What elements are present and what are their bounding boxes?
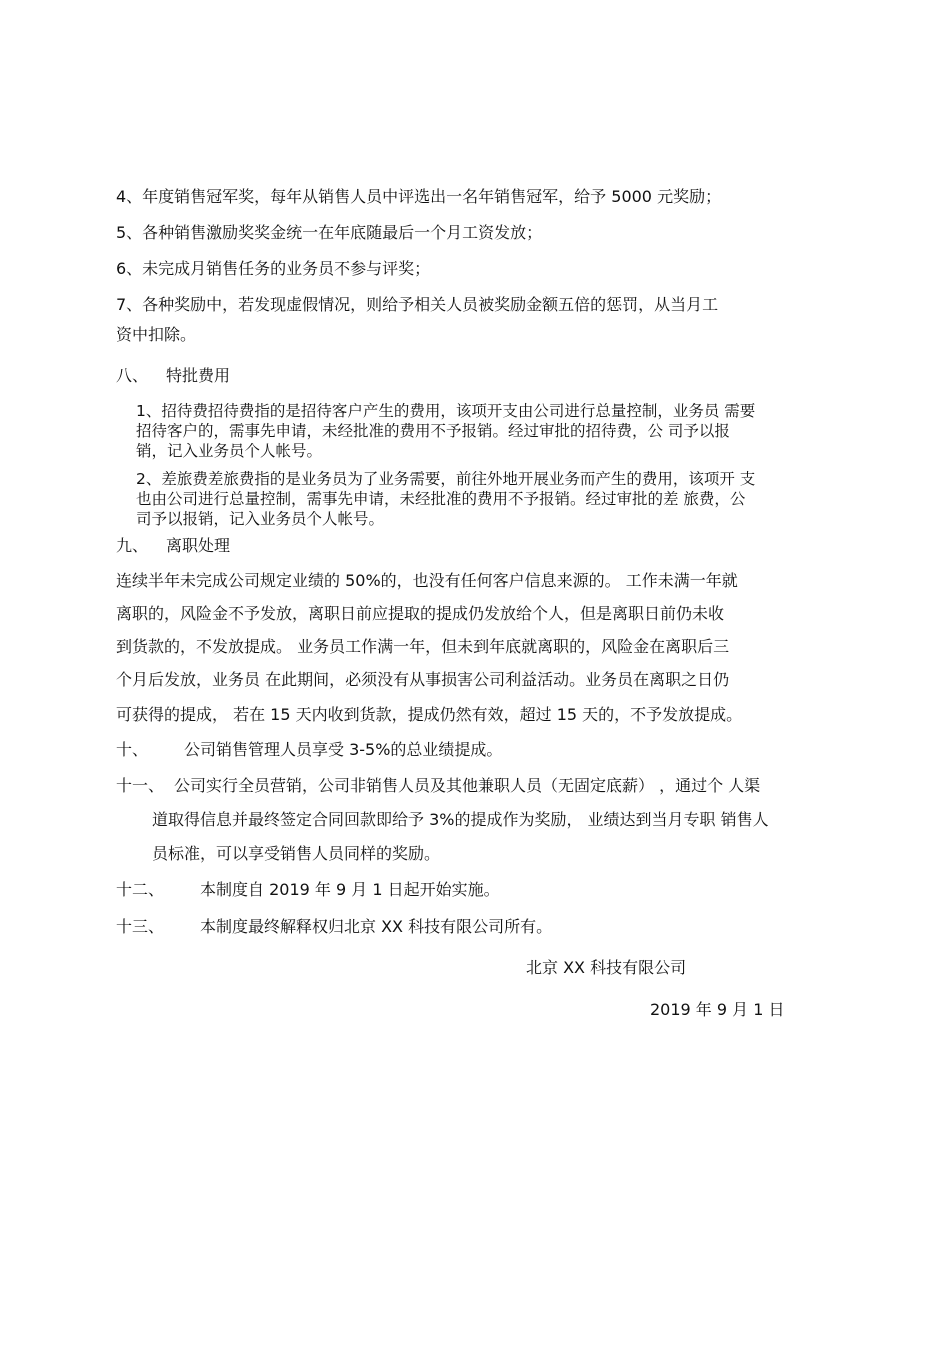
- section-text: 本制度自 2019 年 9 月 1 日起开始实施。: [200, 880, 500, 899]
- section-8-item-2-line-3: 司予以报销，记入业务员个人帐号。: [136, 510, 385, 528]
- section-9-line-4: 个月后发放，业务员 在此期间，必须没有从事损害公司利益活动。业务员在离职之日仍: [116, 670, 730, 689]
- section-11-line-3: 员标准，可以享受销售人员同样的奖励。: [152, 844, 441, 863]
- section-text: 公司销售管理人员享受 3-5%的总业绩提成。: [184, 740, 503, 759]
- rule-item-6: 6、未完成月销售任务的业务员不参与评奖；: [116, 259, 431, 278]
- section-9-line-2: 离职的，风险金不予发放，离职日前应提取的提成仍发放给个人，但是离职日前仍未收: [116, 604, 725, 623]
- section-number: 八、: [116, 366, 149, 385]
- section-number: 十、: [116, 740, 149, 759]
- section-number: 十一、: [116, 776, 165, 795]
- section-8-item-1-line-3: 销，记入业务员个人帐号。: [136, 442, 323, 460]
- section-number: 十二、: [116, 880, 165, 899]
- section-11-line-2: 道取得信息并最终签定合同回款即给予 3%的提成作为奖励， 业绩达到当月专职 销售人: [152, 810, 769, 829]
- section-8-item-1-line-2: 招待客户的，需事先申请，未经批准的费用不予报销。经过审批的招待费，公 司予以报: [136, 422, 730, 440]
- section-title: 离职处理: [166, 536, 231, 555]
- signature-company: 北京 XX 科技有限公司: [526, 958, 687, 977]
- section-8-item-2-line-1: 2、差旅费差旅费指的是业务员为了业务需要，前往外地开展业务而产生的费用，该项开 支: [136, 470, 756, 488]
- section-8-item-2-line-2: 也由公司进行总量控制，需事先申请，未经批准的费用不予报销。经过审批的差 旅费，公: [136, 490, 746, 508]
- section-number: 九、: [116, 536, 149, 555]
- section-text: 本制度最终解释权归北京 XX 科技有限公司所有。: [200, 917, 553, 936]
- section-9-line-3: 到货款的，不发放提成。 业务员工作满一年，但未到年底就离职的，风险金在离职后三: [116, 637, 730, 656]
- section-9-line-1: 连续半年未完成公司规定业绩的 50%的，也没有任何客户信息来源的。 工作未满一年就: [116, 571, 738, 590]
- section-8-item-1-line-1: 1、招待费招待费指的是招待客户产生的费用，该项开支由公司进行总量控制，业务员 需要: [136, 402, 756, 420]
- section-number: 十三、: [116, 917, 165, 936]
- rule-item-7-cont: 资中扣除。: [116, 325, 197, 344]
- rule-item-7: 7、各种奖励中，若发现虚假情况，则给予相关人员被奖励金额五倍的惩罚，从当月工: [116, 295, 719, 314]
- rule-item-4: 4、年度销售冠军奖，每年从销售人员中评选出一名年销售冠军，给予 5000 元奖励；: [116, 187, 722, 206]
- section-11-line-1: 公司实行全员营销，公司非销售人员及其他兼职人员（无固定底薪） ，通过个 人渠: [174, 776, 761, 795]
- rule-item-5: 5、各种销售激励奖奖金统一在年底随最后一个月工资发放；: [116, 223, 543, 242]
- signature-date: 2019 年 9 月 1 日: [650, 1000, 785, 1019]
- section-title: 特批费用: [166, 366, 231, 385]
- section-9-line-5: 可获得的提成， 若在 15 天内收到货款，提成仍然有效，超过 15 天的，不予发放提成。: [116, 705, 743, 724]
